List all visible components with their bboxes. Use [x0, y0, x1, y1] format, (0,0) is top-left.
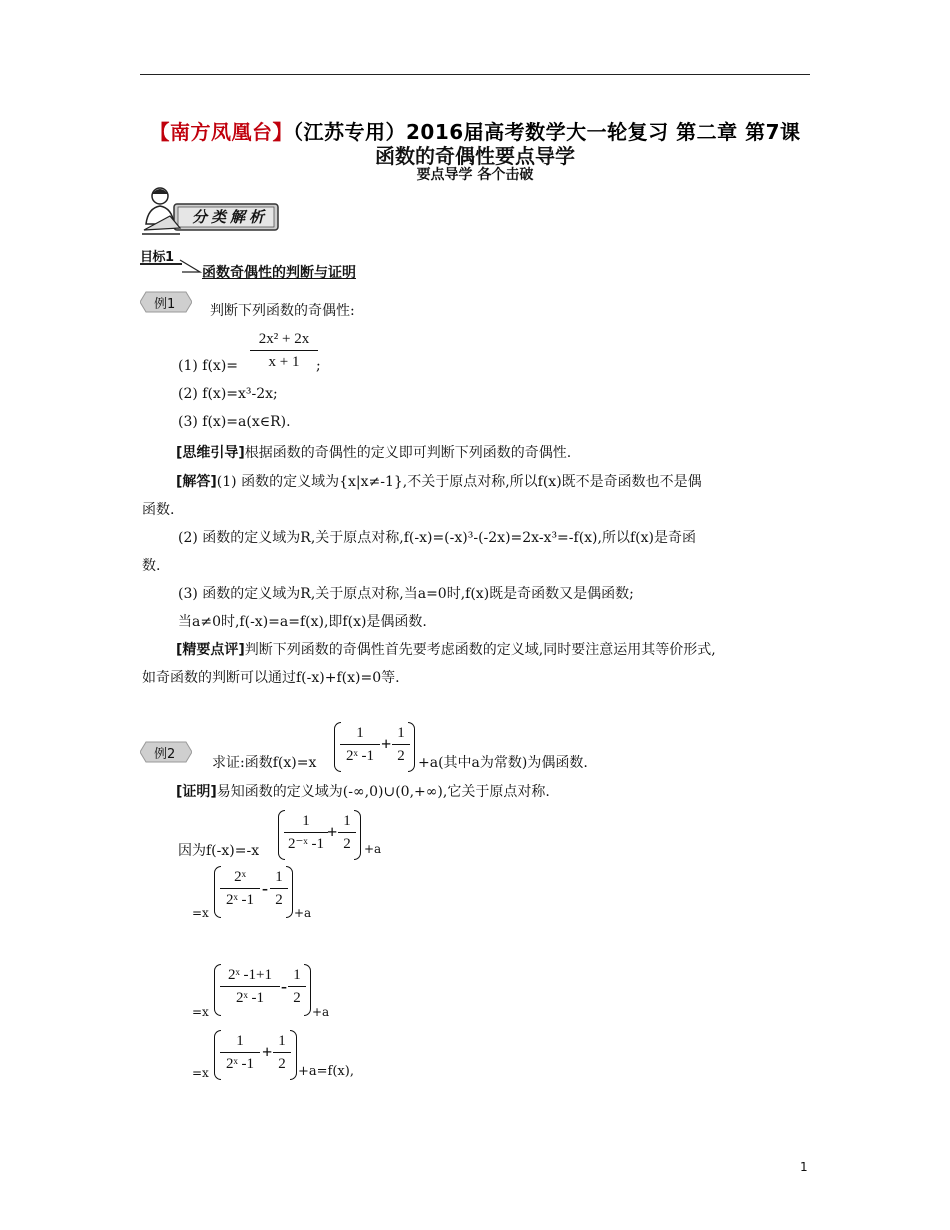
frac-num: 1	[338, 810, 356, 833]
step1-suffix: +a	[364, 842, 382, 856]
frac-den: 2ˣ -1	[345, 748, 375, 764]
example2-badge	[140, 740, 192, 764]
step4-frac-a	[220, 1030, 260, 1075]
example1-answer2-b: 数.	[142, 558, 161, 574]
step4-frac-b	[273, 1030, 291, 1075]
frac-den: 2ˣ -1	[225, 1056, 255, 1072]
example1-badge-label: 例1	[154, 297, 176, 312]
example2-prompt-prefix: 求证:函数f(x)=x	[212, 755, 317, 771]
frac-den: 2ˣ -1	[235, 990, 265, 1006]
page-number: 1	[800, 1160, 808, 1174]
frac-num: 1	[340, 722, 380, 745]
answer-label: [解答]	[176, 474, 217, 490]
example1-answer1-b: 函数.	[142, 502, 175, 518]
step3-prefix: =x	[192, 1005, 209, 1019]
fraction-numerator: 2x² + 2x	[250, 328, 318, 351]
plus-sign: +	[381, 734, 392, 754]
frac-num: 2ˣ	[220, 866, 260, 889]
frac-den: 2	[278, 1056, 286, 1072]
example1-item1-suffix: ;	[316, 358, 321, 374]
frac-num: 1	[288, 964, 306, 987]
target-badge	[140, 246, 202, 282]
right-paren	[290, 1030, 297, 1080]
example2-badge-label: 例2	[154, 747, 176, 762]
step1-frac-a	[284, 810, 328, 855]
right-paren	[286, 866, 293, 918]
title-main: （江苏专用）2016届高考数学大一轮复习 第二章 第7课	[292, 120, 801, 144]
plus-sign: +	[262, 1042, 273, 1062]
header-rule	[140, 74, 810, 75]
banner-label: 分类解析	[192, 208, 269, 226]
frac-num: 1	[273, 1030, 291, 1053]
frac-num: 1	[284, 810, 328, 833]
target-badge-label: 目标1	[140, 250, 174, 265]
fraction-denominator: x + 1	[268, 354, 300, 370]
step4-prefix: =x	[192, 1066, 209, 1080]
step3-frac-a	[220, 964, 280, 1009]
example1-item1-prefix: (1) f(x)=	[178, 358, 239, 374]
frac-num: 2ˣ -1+1	[220, 964, 280, 987]
minus-sign: -	[281, 976, 287, 996]
proof-text: 易知函数的定义域为(-∞,0)∪(0,+∞),它关于原点对称.	[216, 784, 550, 800]
frac-den: 2⁻ˣ -1	[288, 836, 324, 852]
plus-sign: +	[327, 822, 338, 842]
step1-prefix: 因为f(-x)=-x	[178, 843, 260, 859]
example2-proof-line	[176, 781, 550, 801]
example1-answer-line1	[176, 471, 702, 491]
frac-den: 2ˣ -1	[225, 892, 255, 908]
example1-item3: (3) f(x)=a(x∈R).	[178, 414, 291, 430]
right-paren	[354, 810, 361, 860]
example1-answer3-a: (3) 函数的定义域为R,关于原点对称,当a=0时,f(x)既是奇函数又是偶函数;	[178, 586, 634, 602]
answer1-a: (1) 函数的定义域为{x|x≠-1},不关于原点对称,所以f(x)既不是奇函数也不是偶	[216, 474, 702, 490]
frac-num: 1	[220, 1030, 260, 1053]
section-banner	[140, 186, 280, 238]
step3-suffix: +a	[312, 1005, 330, 1019]
example1-item1-fraction	[250, 328, 318, 373]
minus-sign: -	[262, 878, 268, 898]
document-title-line2: 函数的奇偶性要点导学	[375, 144, 575, 168]
example1-review-b: 如奇函数的判断可以通过f(-x)+f(x)=0等.	[142, 670, 400, 686]
step4-suffix: +a=f(x),	[298, 1064, 354, 1079]
frac-num: 1	[270, 866, 288, 889]
example1-item2: (2) f(x)=x³-2x;	[178, 386, 278, 402]
document-subtitle: 要点导学 各个击破	[416, 167, 534, 183]
review-label: [精要点评]	[176, 642, 245, 658]
right-paren	[304, 964, 311, 1016]
step2-prefix: =x	[192, 906, 209, 920]
frac-den: 2	[397, 748, 405, 764]
guide-text: 根据函数的奇偶性的定义即可判断下列函数的奇偶性.	[244, 445, 572, 461]
example1-guide	[176, 442, 571, 462]
example2-prompt-suffix: +a(其中a为常数)为偶函数.	[418, 755, 588, 771]
target-title: 函数奇偶性的判断与证明	[202, 265, 356, 281]
example2-frac-a	[340, 722, 380, 767]
guide-label: [思维引导]	[176, 445, 245, 461]
example1-review-line1	[176, 639, 716, 659]
publisher-tag: 【南方凤凰台】	[149, 120, 293, 144]
right-paren	[408, 722, 415, 772]
frac-num: 1	[392, 722, 410, 745]
example1-prompt: 判断下列函数的奇偶性:	[210, 303, 355, 319]
step2-suffix: +a	[294, 906, 312, 920]
frac-den: 2	[293, 990, 301, 1006]
proof-label: [证明]	[176, 784, 217, 800]
example1-badge	[140, 290, 192, 314]
example1-answer2-a: (2) 函数的定义域为R,关于原点对称,f(-x)=(-x)³-(-2x)=2x-x³=-f(x),所以f(x)是奇函	[178, 530, 696, 546]
frac-den: 2	[343, 836, 351, 852]
frac-den: 2	[275, 892, 283, 908]
review-a: 判断下列函数的奇偶性首先要考虑函数的定义域,同时要注意运用其等价形式,	[244, 642, 716, 658]
example1-answer3-b: 当a≠0时,f(-x)=a=f(x),即f(x)是偶函数.	[178, 614, 427, 630]
step2-frac-a	[220, 866, 260, 911]
